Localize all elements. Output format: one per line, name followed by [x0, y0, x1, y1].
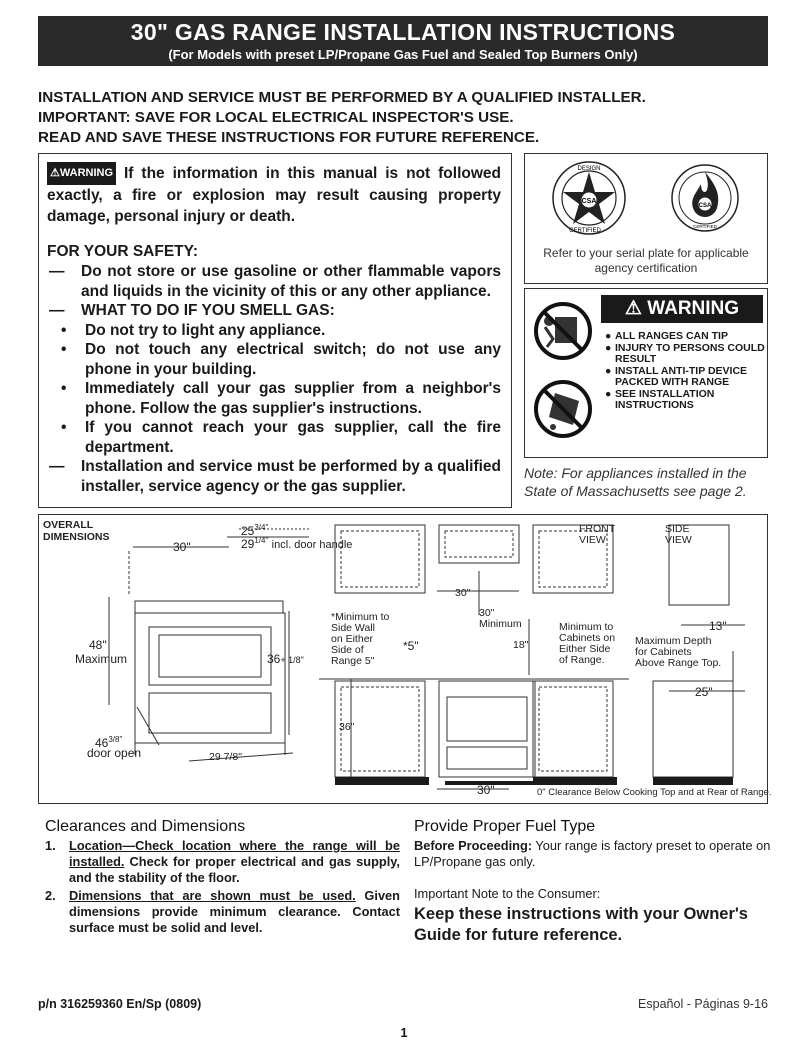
cab-note-1: Minimum to	[559, 621, 614, 633]
safety-item	[47, 340, 501, 379]
intro-line: IMPORTANT: SAVE FOR LOCAL ELECTRICAL INSPECTOR'S USE.	[38, 109, 514, 126]
max-depth-note-1: Maximum Depth	[635, 635, 712, 647]
dim-door-open: $46^{3/8"}$	[95, 735, 123, 750]
keep-instructions: Keep these instructions with your Owner's Guide for future reference.	[414, 905, 748, 944]
tip-warning-list	[605, 331, 765, 412]
intro-line: INSTALLATION AND SERVICE MUST BE PERFORMED BY A QUALIFIED INSTALLER.	[38, 89, 646, 106]
min-side-note-4: Side of	[331, 644, 364, 656]
safety-item	[47, 321, 501, 341]
dim-front-36: 36"	[339, 721, 355, 733]
clearance-item: 2. Dimensions that are shown must be used. Given dimensions provide minimum clearance. Contact surface must be solid and level.	[45, 888, 400, 935]
safety-item	[47, 262, 501, 301]
dim-side-13: 13"	[709, 619, 727, 633]
part-number: p/n 316259360 En/Sp (0809)	[38, 997, 202, 1011]
safety-item	[47, 379, 501, 418]
tip-hazard-icons	[525, 289, 601, 457]
safety-item-text: Installation and service must be performed by a qualified installer, service agency or the gas supplier.	[81, 458, 501, 495]
range-tipping-prohibited-icon	[536, 382, 590, 436]
safety-item	[47, 301, 501, 321]
page-subtitle: (For Models with preset LP/Propane Gas Fuel and Sealed Top Burners Only)	[168, 47, 638, 62]
safety-item-text: Immediately call your gas supplier from a neighbor's phone. Follow the gas supplier's instructions.	[85, 380, 501, 417]
intro-notices	[38, 88, 778, 148]
dim-side-25: 25"	[695, 685, 713, 699]
front-view-label2: VIEW	[579, 534, 606, 546]
massachusetts-note: Note: For appliances installed in the State of Massachusetts see page 2.	[524, 465, 747, 499]
safety-item-mark: —	[49, 263, 65, 280]
dim-side-5: *5"	[403, 639, 419, 653]
dim-depth-29: $29^{1/4"}$ incl. door handle	[241, 536, 353, 551]
spanish-pages: Español - Páginas 9-16	[638, 997, 768, 1011]
min-side-note-2: Side Wall	[331, 622, 375, 634]
svg-text:CSA: CSA	[698, 203, 712, 209]
dim-cab-18: 18"	[513, 639, 529, 651]
anti-tip-warning-box	[524, 288, 768, 458]
side-view-label: SIDE	[665, 523, 690, 535]
safety-item-mark: •	[61, 341, 67, 358]
dim-height-36: 36+ 1/8"	[267, 652, 304, 666]
clearances-heading: Clearances and Dimensions	[45, 818, 246, 835]
dim-depth-25: $25^{3/4"}$	[241, 523, 269, 538]
page-number: 1	[400, 1025, 408, 1040]
child-climbing-prohibited-icon	[536, 304, 590, 358]
max-depth-note-3: Above Range Top.	[635, 657, 722, 669]
dim-width-29-7-8: 29 7/8"	[209, 751, 242, 763]
cab-note-4: of Range.	[559, 654, 605, 666]
safety-item-text: Do not store or use gasoline or other flammable vapors and liquids in the vicinity of this or any other appliance.	[81, 263, 501, 300]
fuel-heading: Provide Proper Fuel Type	[414, 818, 596, 835]
dim-overall-label: OVERALL	[43, 519, 94, 531]
warning-intro	[47, 162, 501, 227]
dim-min-30-note: Minimum	[479, 618, 522, 630]
svg-text:CSA: CSA	[581, 198, 597, 205]
clearances-section	[45, 818, 400, 936]
intro-line: READ AND SAVE THESE INSTRUCTIONS FOR FUTURE REFERENCE.	[38, 129, 540, 146]
consumer-note-title: Important Note to the Consumer:	[414, 886, 601, 901]
cab-note-3: Either Side	[559, 643, 611, 655]
dim-min-30: 30"	[479, 607, 495, 619]
tip-warning-title: ⚠ WARNING	[601, 295, 763, 323]
clearance-note: 0" Clearance Below Cooking Top and at Rear of Range.	[537, 787, 772, 798]
dim-height-48-note: Maximum	[75, 652, 128, 666]
safety-item-mark: •	[61, 321, 67, 339]
side-view-label2: VIEW	[665, 534, 692, 546]
dim-door-open-note: door open	[87, 746, 142, 760]
front-view-label: FRONT	[579, 523, 616, 535]
safety-item-text: Do not touch any electrical switch; do not use any phone in your building.	[85, 341, 501, 378]
safety-title: FOR YOUR SAFETY:	[47, 243, 198, 260]
seal-certified-text: CERTIFIED	[569, 228, 601, 234]
certification-box	[524, 153, 768, 284]
tip-warning-item: ● INJURY TO PERSONS COULD RESULT	[605, 341, 765, 365]
page-title: 30" GAS RANGE INSTALLATION INSTRUCTIONS	[130, 19, 676, 45]
min-side-note-1: *Minimum to	[331, 611, 390, 623]
certification-seals	[525, 154, 769, 246]
min-side-note-3: on Either	[331, 633, 374, 645]
cab-note-2: Cabinets on	[559, 632, 616, 644]
tip-warning-item: ● INSTALL ANTI-TIP DEVICE PACKED WITH RANGE	[605, 364, 748, 388]
dimensions-diagram	[38, 514, 772, 804]
dim-overall-label2: DIMENSIONS	[43, 531, 110, 543]
tip-warning-item: ● ALL RANGES CAN TIP	[605, 330, 728, 342]
safety-item-mark: —	[49, 302, 65, 319]
dim-bottom-30: 30"	[477, 783, 495, 797]
header-banner	[38, 16, 768, 66]
safety-item	[47, 457, 501, 496]
tip-warning-item: ● SEE INSTALLATION INSTRUCTIONS	[605, 387, 715, 411]
safety-warning-box	[38, 153, 512, 508]
certification-text: Refer to your serial plate for applicable agency certification	[543, 246, 749, 275]
safety-item-text: WHAT TO DO IF YOU SMELL GAS:	[81, 302, 335, 319]
flame-certified-seal-icon	[672, 165, 738, 231]
safety-list	[47, 262, 501, 496]
safety-item	[47, 418, 501, 457]
safety-item-mark: —	[49, 458, 65, 475]
clearance-item: 1. Location—Check location where the range will be installed. Check for proper electrical and gas supply, and the stability of the floor.	[45, 838, 400, 885]
safety-item-text: Do not try to light any appliance.	[85, 321, 326, 339]
max-depth-note-2: for Cabinets	[635, 646, 692, 658]
dim-cab-width-30: 30"	[455, 587, 471, 599]
safety-item-mark: •	[61, 419, 67, 436]
seal2-certified-text: CERTIFIED	[693, 224, 717, 229]
safety-item-mark: •	[61, 380, 67, 397]
dim-width-30: 30"	[173, 540, 191, 554]
seal-design-text: DESIGN	[577, 166, 601, 172]
design-certified-seal-icon	[553, 162, 625, 234]
fuel-section	[414, 818, 774, 946]
warning-text: If the information in this manual is not followed exactly, a fire or explosion may result causing property damage, personal injury or death.	[47, 165, 501, 225]
min-side-note-5: Range 5"	[331, 655, 375, 667]
fuel-text: Before Proceeding: Your range is factory preset to operate on LP/Propane gas only.	[414, 838, 771, 869]
safety-item-text: If you cannot reach your gas supplier, call the fire department.	[85, 419, 501, 456]
dim-height-48: 48"	[89, 638, 107, 652]
warning-tag: ⚠WARNING	[47, 162, 116, 185]
